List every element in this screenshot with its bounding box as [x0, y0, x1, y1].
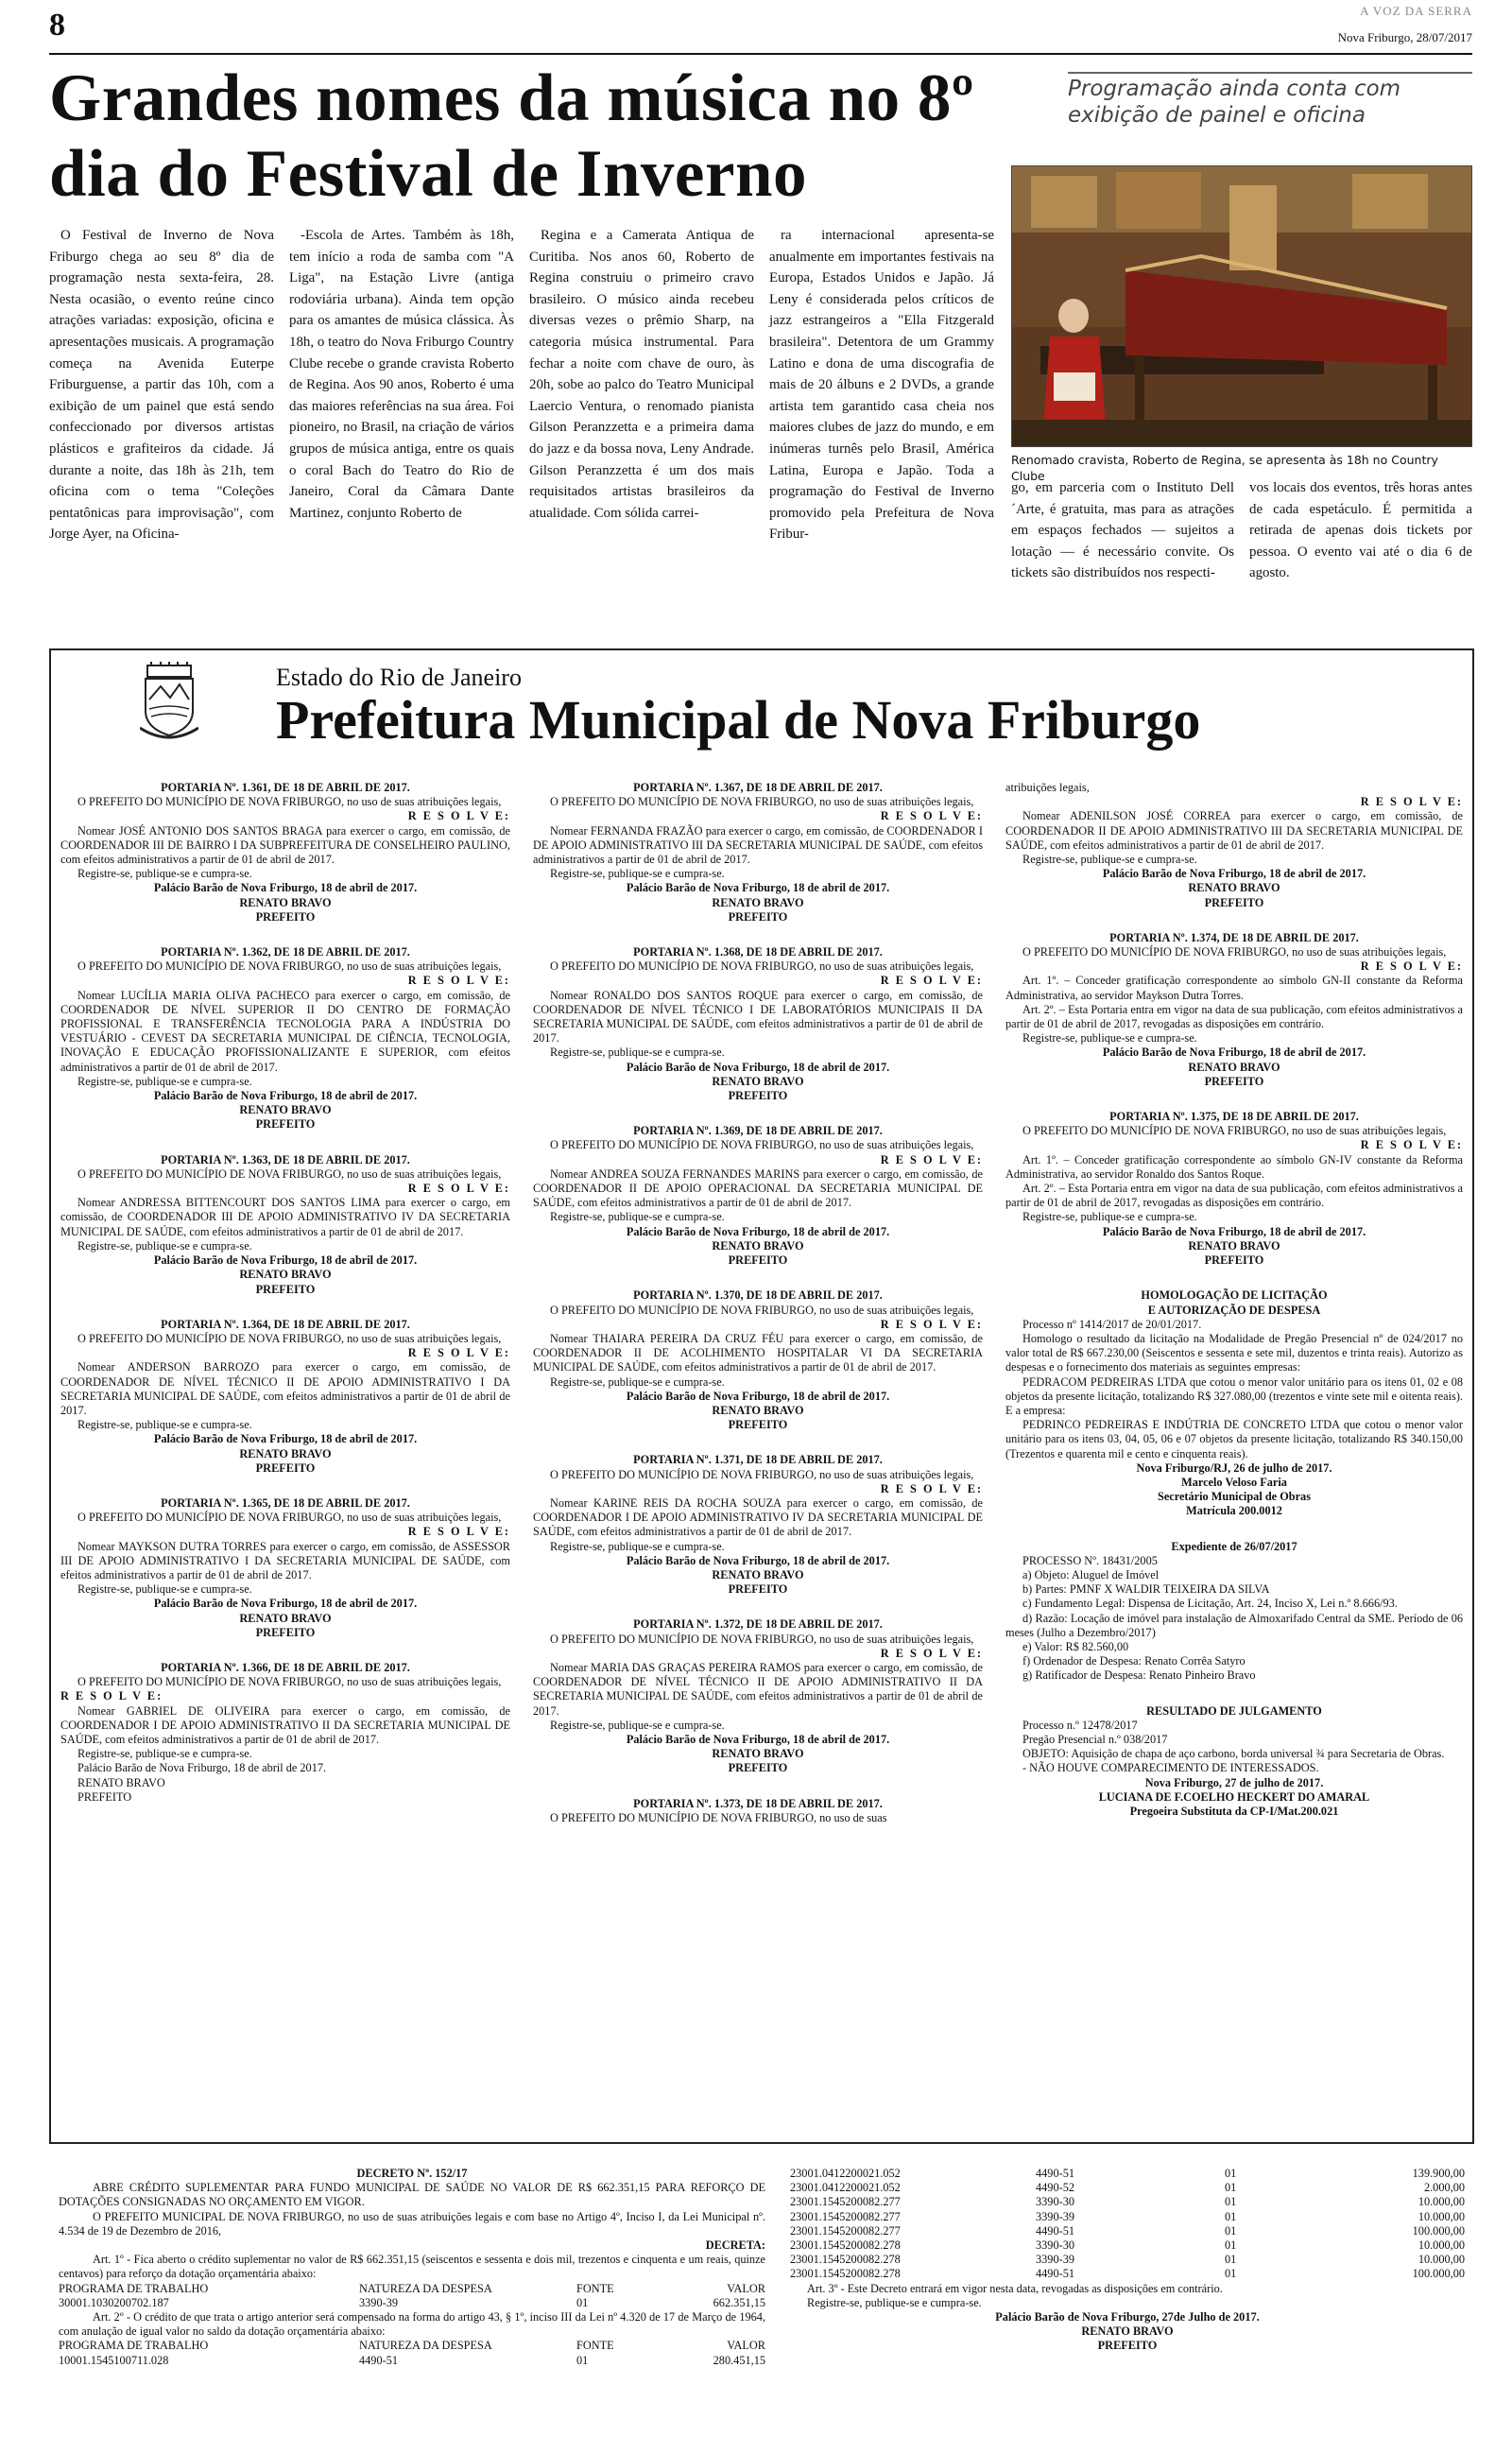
- allocation-cell: 3390-30: [1036, 2238, 1074, 2253]
- ordinance-paragraph: O PREFEITO DO MUNICÍPIO DE NOVA FRIBURGO, no uso de suas atribuições legais,: [550, 1632, 974, 1646]
- allocation-cell: 01: [1225, 2253, 1237, 2267]
- ordinance-paragraph: d) Razão: Locação de imóvel para instalação de Almoxarifado Central da SME. Período de 06 meses (Julho a Dezembro/2017): [1005, 1611, 1463, 1639]
- signature-line: RENATO BRAVO: [239, 1103, 332, 1117]
- allocation-row: [790, 2210, 1465, 2224]
- ordinance-paragraph: O PREFEITO DO MUNICÍPIO DE NOVA FRIBURGO, no uso de suas atribuições legais,: [77, 1511, 502, 1525]
- prefecture-title: Prefeitura Municipal de Nova Friburgo: [276, 689, 1201, 751]
- ordinance-paragraph: Registre-se, publique-se e cumpra-se.: [550, 1210, 725, 1224]
- ordinance-paragraph: Registre-se, publique-se e cumpra-se.: [77, 1582, 252, 1597]
- ordinance-paragraph: O PREFEITO DO MUNICÍPIO DE NOVA FRIBURGO, no uso de suas atribuições legais,: [77, 795, 502, 809]
- budget-header-cell: VALOR: [727, 2281, 765, 2295]
- legal-column-2: [533, 781, 983, 1825]
- ordinance-paragraph: PREFEITO: [77, 1789, 132, 1804]
- ordinance-paragraph: Palácio Barão de Nova Friburgo, 18 de abril de 2017.: [77, 1761, 327, 1775]
- article-column: go, em parceria com o Instituto Dell´Arte, é gratuita, mas para as atrações em espaços fechados — sujeitos a lotação — é necessário convite. Os tickets são distribuídos nos respecti-: [1011, 480, 1234, 581]
- allocation-cell: 4490-51: [1036, 2167, 1074, 2180]
- allocation-cell: 01: [1225, 2195, 1237, 2209]
- section-gap: [1005, 1089, 1463, 1110]
- allocation-cell: 2.000,00: [1423, 2181, 1465, 2195]
- signature-line: Palácio Barão de Nova Friburgo, 18 de abril de 2017.: [153, 1253, 418, 1268]
- article-column: vos locais dos eventos, três horas antes de cada espetáculo. É permitida a retirada de apenas dois tickets por pessoa. O evento vai até o dia 6 de agosto.: [1249, 480, 1472, 581]
- decree-decreta: DECRETA:: [705, 2238, 765, 2253]
- signature-line: Matrícula 200.0012: [1186, 1504, 1282, 1518]
- section-gap: [533, 1268, 983, 1288]
- resolve-label: R E S O L V E:: [880, 974, 983, 988]
- state-name: Estado do Rio de Janeiro: [276, 664, 522, 691]
- ordinance-title: PORTARIA Nº. 1.373, DE 18 DE ABRIL DE 2017.: [633, 1796, 883, 1810]
- decree-signature-place: Palácio Barão de Nova Friburgo, 27de Julho de 2017.: [995, 2310, 1260, 2324]
- ordinance-paragraph: Registre-se, publique-se e cumpra-se.: [550, 1046, 725, 1060]
- ordinance-paragraph: O PREFEITO DO MUNICÍPIO DE NOVA FRIBURGO, no uso de suas atribuições legais,: [1022, 1124, 1447, 1138]
- ordinance-paragraph: Nomear ANDRESSA BITTENCOURT DOS SANTOS LIMA para exercer o cargo, em comissão, de COORDENADOR III DE APOIO ADMINISTRATIVO IV DA SECRETARIA MUNICIPAL DE SAÚDE, com efeitos administrativos a partir de 01 de abril de 2017.: [60, 1196, 510, 1238]
- ordinance-paragraph: Art. 2º. – Esta Portaria entra em vigor na data de sua publicação, com efeitos administrativos a partir de 01 de abril de 2017, revogadas as disposições em contrário.: [1005, 1002, 1463, 1031]
- ordinance-paragraph: Homologo o resultado da licitação na Modalidade de Pregão Presencial nº de 024/2017 no valor total de R$ 667.230,00 (Seiscentos e sessenta e sete mil, duzentos e trinta reais). Autorizo as despesas e o fornecimento dos materiais as seguintes empresas:: [1005, 1331, 1463, 1374]
- signature-line: Palácio Barão de Nova Friburgo, 18 de abril de 2017.: [626, 1224, 890, 1238]
- allocation-row: [790, 2195, 1465, 2209]
- header-rule: [49, 53, 1472, 55]
- allocation-cell: 01: [1225, 2238, 1237, 2253]
- budget-cell: 01: [576, 2353, 589, 2367]
- ordinance-paragraph: Registre-se, publique-se e cumpra-se.: [77, 1747, 252, 1761]
- ordinance-paragraph: Pregão Presencial n.º 038/2017: [1022, 1732, 1168, 1746]
- ordinance-paragraph: Registre-se, publique-se e cumpra-se.: [1022, 1210, 1197, 1224]
- budget-header-cell: NATUREZA DA DESPESA: [359, 2339, 492, 2353]
- budget-cell: 280.451,15: [713, 2353, 765, 2367]
- ordinance-title: PORTARIA Nº. 1.369, DE 18 DE ABRIL DE 2017.: [633, 1124, 883, 1138]
- page-number: 8: [49, 8, 65, 43]
- resolve-label: R E S O L V E:: [407, 974, 510, 988]
- ordinance-paragraph: Art. 1º. – Conceder gratificação correspondente ao símbolo GN-IV constante da Reforma Administrativa, ao servidor Ronaldo dos Santos Roque.: [1005, 1152, 1463, 1181]
- ordinance-title: PORTARIA Nº. 1.364, DE 18 DE ABRIL DE 2017.: [161, 1317, 410, 1331]
- budget-cell: 10001.1545100711.028: [59, 2353, 169, 2367]
- decree-signature-name: RENATO BRAVO: [1081, 2324, 1174, 2339]
- allocation-row: [790, 2267, 1465, 2281]
- allocation-table: [790, 2167, 1465, 2282]
- section-gap: [533, 1103, 983, 1124]
- section-gap: [533, 1597, 983, 1617]
- ordinance-paragraph: O PREFEITO DO MUNICÍPIO DE NOVA FRIBURGO, no uso de suas atribuições legais,: [77, 959, 502, 974]
- ordinance-paragraph: Nomear FERNANDA FRAZÃO para exercer o cargo, em comissão, de COORDENADOR I DE APOIO ADMINISTRATIVO III DA SECRETARIA MUNICIPAL DE SAÚDE, com efeitos administrativos a partir de 01 de abril de 2017.: [533, 823, 983, 867]
- resolve-label: R E S O L V E:: [880, 1152, 983, 1167]
- allocation-cell: 01: [1225, 2167, 1237, 2180]
- budget-cell: 30001.1030200702.187: [59, 2295, 169, 2309]
- allocation-cell: 23001.1545200082.278: [790, 2267, 901, 2281]
- legal-column-3: [1005, 781, 1463, 1819]
- budget-header-row: [59, 2282, 765, 2296]
- allocation-cell: 3390-39: [1036, 2253, 1074, 2267]
- ordinance-paragraph: Registre-se, publique-se e cumpra-se.: [77, 867, 252, 881]
- ordinance-paragraph: c) Fundamento Legal: Dispensa de Licitação, Art. 24, Inciso X, Lei n.º 8.666/93.: [1022, 1597, 1398, 1611]
- ordinance-paragraph: Registre-se, publique-se e cumpra-se.: [77, 1418, 252, 1432]
- section-gap: [1005, 1684, 1463, 1704]
- allocation-row: [790, 2181, 1465, 2195]
- signature-line: PREFEITO: [728, 1582, 788, 1597]
- ordinance-paragraph: RENATO BRAVO: [77, 1775, 165, 1789]
- allocation-cell: 10.000,00: [1418, 2253, 1465, 2267]
- ordinance-paragraph: O PREFEITO DO MUNICÍPIO DE NOVA FRIBURGO, no uso de suas: [550, 1810, 887, 1824]
- article-body-continued: [1011, 477, 1472, 584]
- section-gap: [533, 925, 983, 945]
- allocation-cell: 100.000,00: [1412, 2267, 1465, 2281]
- ordinance-title: PORTARIA Nº. 1.370, DE 18 DE ABRIL DE 2017.: [633, 1288, 883, 1303]
- signature-line: Palácio Barão de Nova Friburgo, 18 de abril de 2017.: [626, 1553, 890, 1567]
- resolve-label: R E S O L V E:: [1360, 795, 1463, 809]
- allocation-cell: 01: [1225, 2267, 1237, 2281]
- decree-section: [59, 2167, 765, 2368]
- ordinance-title: PORTARIA Nº. 1.371, DE 18 DE ABRIL DE 2017.: [633, 1453, 883, 1467]
- allocation-cell: 10.000,00: [1418, 2238, 1465, 2253]
- ordinance-paragraph: O PREFEITO DO MUNICÍPIO DE NOVA FRIBURGO, no uso de suas atribuições legais,: [77, 1167, 502, 1181]
- signature-line: PREFEITO: [1204, 1074, 1264, 1088]
- ordinance-title: PORTARIA Nº. 1.366, DE 18 DE ABRIL DE 2017.: [161, 1660, 410, 1674]
- signature-line: Nova Friburgo, 27 de julho de 2017.: [1144, 1775, 1324, 1789]
- signature-line: Palácio Barão de Nova Friburgo, 18 de abril de 2017.: [1102, 1046, 1366, 1060]
- signature-line: RENATO BRAVO: [712, 895, 804, 909]
- ordinance-paragraph: Registre-se, publique-se e cumpra-se.: [1022, 853, 1197, 867]
- allocation-cell: 23001.1545200082.278: [790, 2253, 901, 2267]
- ordinance-title: PORTARIA Nº. 1.374, DE 18 DE ABRIL DE 2017.: [1109, 930, 1359, 944]
- allocation-cell: 23001.1545200082.277: [790, 2223, 901, 2238]
- signature-line: RENATO BRAVO: [239, 1268, 332, 1282]
- signature-line: PREFEITO: [1204, 1253, 1264, 1268]
- signature-line: PREFEITO: [728, 909, 788, 924]
- legal-column-1: [60, 781, 510, 1805]
- signature-line: Palácio Barão de Nova Friburgo, 18 de abril de 2017.: [153, 1597, 418, 1611]
- signature-line: Palácio Barão de Nova Friburgo, 18 de abril de 2017.: [153, 1432, 418, 1446]
- ordinance-paragraph: f) Ordenador de Despesa: Renato Corrêa Satyro: [1022, 1654, 1246, 1668]
- signature-line: Palácio Barão de Nova Friburgo, 18 de abril de 2017.: [626, 1060, 890, 1074]
- budget-header-cell: PROGRAMA DE TRABALHO: [59, 2339, 209, 2353]
- budget-header-cell: VALOR: [727, 2339, 765, 2353]
- budget-header-cell: NATUREZA DA DESPESA: [359, 2281, 492, 2295]
- allocation-row: [790, 2167, 1465, 2181]
- ordinance-paragraph: Registre-se, publique-se e cumpra-se.: [550, 1539, 725, 1553]
- budget-header-cell: FONTE: [576, 2281, 614, 2295]
- allocation-cell: 4490-52: [1036, 2181, 1074, 2195]
- section-gap: [60, 1132, 510, 1153]
- city-coat-of-arms-icon: [140, 662, 198, 743]
- allocation-cell: 139.900,00: [1412, 2167, 1465, 2180]
- signature-line: RENATO BRAVO: [239, 1611, 332, 1625]
- ordinance-paragraph: Registre-se, publique-se e cumpra-se.: [550, 867, 725, 881]
- ordinance-paragraph: e) Valor: R$ 82.560,00: [1022, 1639, 1129, 1653]
- allocation-cell: 01: [1225, 2181, 1237, 2195]
- ordinance-title: PORTARIA Nº. 1.367, DE 18 DE ABRIL DE 2017.: [633, 781, 883, 794]
- ordinance-paragraph: O PREFEITO DO MUNICÍPIO DE NOVA FRIBURGO, no uso de suas atribuições legais,: [550, 959, 974, 974]
- ordinance-title: E AUTORIZAÇÃO DE DESPESA: [1147, 1303, 1321, 1317]
- allocation-cell: 3390-39: [1036, 2209, 1074, 2223]
- signature-line: RENATO BRAVO: [712, 1567, 804, 1581]
- section-gap: [60, 1297, 510, 1318]
- ordinance-paragraph: PEDRINCO PEDREIRAS E INDÚTRIA DE CONCRETO LTDA que cotou o menor valor unitário para os itens 03, 04, 05, 06 e 07 objetos da presente licitação, totalizando R$ 340.150,00 (Trezentos e quarenta mil e cento e cinquenta reais).: [1005, 1418, 1463, 1460]
- signature-line: Secretário Municipal de Obras: [1157, 1490, 1311, 1504]
- signature-line: Marcelo Veloso Faria: [1181, 1475, 1287, 1489]
- ordinance-paragraph: PROCESSO Nº. 18431/2005: [1022, 1553, 1158, 1567]
- decree-article-1: Art. 1º - Fica aberto o crédito suplementar no valor de R$ 662.351,15 (seiscentos e sessenta e dois mil, trezentos e cinquenta e um reais, quinze centavos) para reforço da dotação orçamentária abaixo:: [59, 2253, 765, 2281]
- resolve-label: R E S O L V E:: [407, 1525, 510, 1539]
- resolve-label: R E S O L V E:: [407, 1346, 510, 1360]
- decree-title: DECRETO Nº. 152/17: [356, 2167, 468, 2180]
- signature-line: Palácio Barão de Nova Friburgo, 18 de abril de 2017.: [153, 881, 418, 895]
- ordinance-paragraph: b) Partes: PMNF X WALDIR TEIXEIRA DA SILVA: [1022, 1582, 1270, 1597]
- article-column: ra internacional apresenta-se anualmente em importantes festivais na Europa, Estados Unidos e Japão. Já Leny é considerada pelos críticos de jazz estrangeiros a "Ella Fitzgerald brasileira". Detentora de um Grammy Latino e dona de uma discografia de mais de 20 álbuns e 2 DVDs, a grande artista tem garantido casa cheia nos maiores clubes de jazz do mundo, e em inúmeras turnês pelo Brasil, América Latina, Europa e Japão. Toda a programação do Festival de Inverno promovido pela Prefeitura de Nova Fribur-: [769, 228, 994, 543]
- resolve-label: R E S O L V E:: [880, 1646, 983, 1660]
- ordinance-paragraph: O PREFEITO DO MUNICÍPIO DE NOVA FRIBURGO, no uso de suas atribuições legais,: [77, 1675, 502, 1689]
- section-gap: [1005, 1519, 1463, 1540]
- signature-line: RENATO BRAVO: [712, 1403, 804, 1417]
- section-gap: [1005, 1268, 1463, 1288]
- budget-row: [59, 2296, 765, 2310]
- ordinance-paragraph: Registre-se, publique-se e cumpra-se.: [1022, 1031, 1197, 1046]
- allocation-cell: 23001.0412200021.052: [790, 2181, 901, 2195]
- signature-line: PREFEITO: [255, 909, 316, 924]
- resolve-label: R E S O L V E:: [60, 1689, 163, 1703]
- allocation-cell: 23001.1545200082.277: [790, 2209, 901, 2223]
- budget-cell: 3390-39: [359, 2295, 398, 2309]
- allocation-cell: 23001.1545200082.278: [790, 2238, 901, 2253]
- signature-line: LUCIANA DE F.COELHO HECKERT DO AMARAL: [1098, 1789, 1370, 1804]
- decree-register: Registre-se, publique-se e cumpra-se.: [807, 2295, 982, 2309]
- ordinance-paragraph: Nomear RONALDO DOS SANTOS ROQUE para exercer o cargo, em comissão, de COORDENADOR DE NÍVEL TÉCNICO I DE LABORATÓRIOS MUNICIPAIS II DA SECRETARIA MUNICIPAL DE SAÚDE, com efeitos administrativos a partir de 01 de abril de 2017.: [533, 988, 983, 1046]
- decree-continuation: [790, 2167, 1465, 2354]
- ordinance-title: PORTARIA Nº. 1.375, DE 18 DE ABRIL DE 2017.: [1109, 1110, 1359, 1124]
- allocation-cell: 01: [1225, 2223, 1237, 2238]
- budget-cell: 662.351,15: [713, 2295, 765, 2309]
- ordinance-paragraph: OBJETO: Aquisição de chapa de aço carbono, borda universal ¾ para Secretaria de Obras.: [1022, 1747, 1445, 1761]
- budget-header-row: [59, 2339, 765, 2353]
- signature-line: PREFEITO: [255, 1117, 316, 1132]
- resolve-label: R E S O L V E:: [1360, 1138, 1463, 1152]
- signature-line: RENATO BRAVO: [1188, 1238, 1280, 1253]
- section-gap: [60, 1640, 510, 1661]
- ordinance-paragraph: Nomear ANDERSON BARROZO para exercer o cargo, em comissão, de COORDENADOR DE NÍVEL TÉCNICO II DE APOIO ADMINISTRATIVO I DA SECRETARIA MUNICIPAL DE SAÚDE, com efeitos administrativos a partir de 01 de abril de 2017.: [60, 1360, 510, 1417]
- ordinance-title: HOMOLOGAÇÃO DE LICITAÇÃO: [1141, 1288, 1328, 1303]
- ordinance-paragraph: O PREFEITO DO MUNICÍPIO DE NOVA FRIBURGO, no uso de suas atribuições legais,: [550, 1467, 974, 1481]
- section-gap: [60, 925, 510, 945]
- signature-line: PREFEITO: [728, 1253, 788, 1268]
- decree-article-2: Art. 2º - O crédito de que trata o artigo anterior será compensado na forma do artigo 43, § 1º, inciso III da Lei nº 4.320 de 17 de Março de 1964, com anulação de igual valor no saldo da dotação orçamentária abaixo:: [59, 2310, 765, 2339]
- signature-line: PREFEITO: [255, 1625, 316, 1639]
- resolve-label: R E S O L V E:: [407, 809, 510, 823]
- ordinance-paragraph: Nomear THAIARA PEREIRA DA CRUZ FÉU para exercer o cargo, em comissão, de COORDENADOR II DE ACOLHIMENTO HOSPITALAR VI DA SECRETARIA MUNICIPAL DE SAÚDE, com efeitos administrativos a partir de 01 de abril de 2017.: [533, 1331, 983, 1374]
- ordinance-title: PORTARIA Nº. 1.362, DE 18 DE ABRIL DE 2017.: [161, 945, 410, 959]
- ordinance-paragraph: a) Objeto: Aluguel de Imóvel: [1022, 1567, 1160, 1581]
- ordinance-paragraph: PEDRACOM PEDREIRAS LTDA que cotou o menor valor unitário para os itens 01, 02 e 08 objetos da presente licitação, totalizando R$ 327.080,00 (trezentos e vinte sete mil e oitenta reais). E a empresa:: [1005, 1374, 1463, 1417]
- signature-line: RENATO BRAVO: [239, 895, 332, 909]
- section-gap: [533, 1432, 983, 1453]
- allocation-cell: 23001.1545200082.277: [790, 2195, 901, 2209]
- article-subhead: Programação ainda conta com exibição de painel e oficina: [1068, 72, 1472, 129]
- signature-line: Palácio Barão de Nova Friburgo, 18 de abril de 2017.: [153, 1089, 418, 1103]
- ordinance-paragraph: Nomear GABRIEL DE OLIVEIRA para exercer o cargo, em comissão, de COORDENADOR I DE APOIO ADMINISTRATIVO II DA SECRETARIA MUNICIPAL DE SAÚDE, com efeitos administrativos a partir de 01 de abril de 2017.: [60, 1703, 510, 1746]
- ordinance-paragraph: O PREFEITO DO MUNICÍPIO DE NOVA FRIBURGO, no uso de suas atribuições legais,: [550, 1303, 974, 1317]
- section-gap: [533, 1776, 983, 1797]
- ordinance-paragraph: O PREFEITO DO MUNICÍPIO DE NOVA FRIBURGO, no uso de suas atribuições legais,: [1022, 945, 1447, 959]
- allocation-cell: 01: [1225, 2209, 1237, 2223]
- allocation-cell: 23001.0412200021.052: [790, 2167, 901, 2180]
- signature-line: RESULTADO DE JULGAMENTO: [1146, 1703, 1322, 1718]
- ordinance-paragraph: O PREFEITO DO MUNICÍPIO DE NOVA FRIBURGO, no uso de suas atribuições legais,: [550, 795, 974, 809]
- ordinance-paragraph: Registre-se, publique-se e cumpra-se.: [77, 1238, 252, 1253]
- budget-cell: 01: [576, 2295, 589, 2309]
- article-column: Regina e a Camerata Antiqua de Curitiba. Nos anos 60, Roberto de Regina construiu o primeiro cravo brasileiro. O músico ainda recebeu diversas vezes o prêmio Sharp, na categoria música instrumental. Para fechar a noite com chave de ouro, às 20h, sobe ao palco do Teatro Municipal Laercio Ventura, o renomado pianista Gilson Peranzzetta e a primeira dama do jazz e da bossa nova, Leny Andrade. Gilson Peranzzetta é um dos mais requisitados artistas brasileiros da atualidade. Com sólida carrei-: [529, 228, 754, 521]
- signature-line: Expediente de 26/07/2017: [1171, 1539, 1297, 1553]
- ordinance-title: PORTARIA Nº. 1.365, DE 18 DE ABRIL DE 2017.: [161, 1495, 410, 1510]
- article-body: [49, 225, 994, 545]
- signature-line: RENATO BRAVO: [1188, 1060, 1280, 1074]
- signature-line: RENATO BRAVO: [1188, 881, 1280, 895]
- ordinance-title: PORTARIA Nº. 1.372, DE 18 DE ABRIL DE 2017.: [633, 1617, 883, 1632]
- signature-line: PREFEITO: [1204, 895, 1264, 909]
- ordinance-title: PORTARIA Nº. 1.368, DE 18 DE ABRIL DE 2017.: [633, 945, 883, 959]
- signature-line: PREFEITO: [255, 1282, 316, 1296]
- photo-caption: Renomado cravista, Roberto de Regina, se apresenta às 18h no Country Clube: [1011, 453, 1438, 483]
- allocation-cell: 10.000,00: [1418, 2209, 1465, 2223]
- ordinance-paragraph: Nomear LUCÍLIA MARIA OLIVA PACHECO para exercer o cargo, em comissão, de COORDENADOR DE NÍVEL SUPERIOR II DO CENTRO DE FORMAÇÃO PROFISSIONAL E TRANSFERÊNCIA TECNOLOGIA PARA A INDÚSTRIA DO VESTUÁRIO - CEVEST DA SECRETARIA MUNICIPAL DE CIÊNCIA, TECNOLOGIA, INOVAÇÃO E EDUCAÇÃO PROFISSIONALIZANTE E SUPERIOR, com efeitos administrativos a partir de 01 de abril de 2017.: [60, 988, 510, 1074]
- allocation-cell: 4490-51: [1036, 2223, 1074, 2238]
- ordinance-paragraph: Nomear MAYKSON DUTRA TORRES para exercer o cargo, em comissão, de ASSESSOR III DE APOIO ADMINISTRATIVO I DA SECRETARIA MUNICIPAL DE SAÚDE, com efeitos administrativos a partir de 01 de abril de 2017.: [60, 1539, 510, 1581]
- harpsichord-performer-image: [1012, 166, 1472, 447]
- decree-preamble: O PREFEITO MUNICIPAL DE NOVA FRIBURGO, no uso de suas atribuições legais e com base no Artigo 4º, Inciso I, da Lei Municipal nº. 4.534 de 19 de Dezembro de 2016,: [59, 2209, 765, 2238]
- ordinance-paragraph: g) Ratificador de Despesa: Renato Pinheiro Bravo: [1022, 1668, 1256, 1683]
- signature-line: RENATO BRAVO: [239, 1446, 332, 1460]
- signature-line: PREFEITO: [728, 1761, 788, 1775]
- article-column: -Escola de Artes. Também às 18h, tem início a roda de samba com "A Liga", na Estação Livre (antiga rodoviária urbana). Ainda tem opção para os amantes de música clássica. Às 18h, o teatro do Nova Friburgo Country Clube recebe o grande cravista Roberto de Regina. Aos 90 anos, Roberto é uma das maiores referências na sua área. Foi pioneiro, no Brasil, na criação de vários grupos de música antiga, entre os quais o coral Bach do Teatro do Rio de Janeiro, Coral da Câmara Dante Martinez, conjunto Roberto de: [289, 228, 514, 521]
- ordinance-title: PORTARIA Nº. 1.361, DE 18 DE ABRIL DE 2017.: [161, 781, 410, 794]
- ordinance-paragraph: Processo n.º 12478/2017: [1022, 1718, 1138, 1732]
- allocation-row: [790, 2238, 1465, 2253]
- resolve-label: R E S O L V E:: [880, 1317, 983, 1331]
- signature-line: PREFEITO: [728, 1089, 788, 1103]
- signature-line: Palácio Barão de Nova Friburgo, 18 de abril de 2017.: [626, 1732, 890, 1746]
- allocation-cell: 4490-51: [1036, 2267, 1074, 2281]
- ordinance-paragraph: Nomear KARINE REIS DA ROCHA SOUZA para exercer o cargo, em comissão, de COORDENADOR I DE APOIO ADMINISTRATIVO IV DA SECRETARIA MUNICIPAL DE SAÚDE, com efeitos administrativos a partir de 01 de abril de 2017.: [533, 1495, 983, 1539]
- ordinance-paragraph: atribuições legais,: [1005, 781, 1090, 794]
- ordinance-paragraph: Registre-se, publique-se e cumpra-se.: [550, 1374, 725, 1389]
- signature-line: RENATO BRAVO: [712, 1238, 804, 1253]
- section-gap: [1005, 910, 1463, 931]
- ordinance-paragraph: Nomear ADENILSON JOSÉ CORREA para exercer o cargo, em comissão, de COORDENADOR II DE APOIO ADMINISTRATIVO III DA SECRETARIA MUNICIPAL DE SAÚDE, com efeitos administrativos a partir de 01 de abril de 2017.: [1005, 809, 1463, 852]
- ordinance-paragraph: O PREFEITO DO MUNICÍPIO DE NOVA FRIBURGO, no uso de suas atribuições legais,: [550, 1138, 974, 1152]
- ordinance-paragraph: Nomear JOSÉ ANTONIO DOS SANTOS BRAGA para exercer o cargo, em comissão, de COORDENADOR III DE BAIRRO I DA SUBPREFEITURA DE CONSELHEIRO PAULINO, com efeitos administrativos a partir de 01 de abril de 2017.: [60, 823, 510, 867]
- allocation-row: [790, 2224, 1465, 2238]
- budget-cell: 4490-51: [359, 2353, 398, 2367]
- article-column: O Festival de Inverno de Nova Friburgo chega ao seu 8º dia de programação nesta sexta-feira, 28. Nesta ocasião, o evento reúne cinco atrações variadas: exposição, oficina e apresentações musicais. A programação começa na Avenida Euterpe Friburguense, a partir das 10h, com a exibição de um painel que está sendo confeccionado por diversos artistas plásticos e grafiteiros da cidade. Já durante a noite, das 18h às 21h, tem oficina com o tema "Coleções pentatônicas para improvisação", com Jorge Ayer, na Oficina-: [49, 228, 274, 543]
- ordinance-paragraph: O PREFEITO DO MUNICÍPIO DE NOVA FRIBURGO, no uso de suas atribuições legais,: [77, 1331, 502, 1345]
- signature-line: RENATO BRAVO: [712, 1747, 804, 1761]
- ordinance-paragraph: Nomear MARIA DAS GRAÇAS PEREIRA RAMOS para exercer o cargo, em comissão, de COORDENADOR DE NÍVEL TÉCNICO II DE APOIO ADMINISTRATIVO II DA SECRETARIA MUNICIPAL DE SAÚDE, com efeitos administrativos a partir de 01 de abril de 2017.: [533, 1660, 983, 1718]
- edition-date: Nova Friburgo, 28/07/2017: [1337, 30, 1472, 44]
- allocation-cell: 100.000,00: [1412, 2223, 1465, 2238]
- signature-line: Palácio Barão de Nova Friburgo, 18 de abril de 2017.: [1102, 1224, 1366, 1238]
- resolve-label: R E S O L V E:: [407, 1182, 510, 1196]
- resolve-label: R E S O L V E:: [880, 1481, 983, 1495]
- budget-header-cell: PROGRAMA DE TRABALHO: [59, 2281, 209, 2295]
- ordinance-paragraph: Processo nº 1414/2017 de 20/01/2017.: [1022, 1317, 1202, 1331]
- resolve-label: R E S O L V E:: [1360, 959, 1463, 974]
- ordinance-paragraph: Registre-se, publique-se e cumpra-se.: [77, 1074, 252, 1088]
- resolve-label: R E S O L V E:: [880, 809, 983, 823]
- article-photo: [1011, 165, 1472, 447]
- signature-line: Palácio Barão de Nova Friburgo, 18 de abril de 2017.: [626, 1389, 890, 1403]
- signature-line: Palácio Barão de Nova Friburgo, 18 de abril de 2017.: [626, 881, 890, 895]
- ordinance-paragraph: Nomear ANDREA SOUZA FERNANDES MARINS para exercer o cargo, em comissão, de COORDENADOR II DE APOIO OPERACIONAL DA SECRETARIA MUNICIPAL DE SAÚDE, com efeitos administrativos a partir de 01 de abril de 2017.: [533, 1167, 983, 1210]
- ordinance-paragraph: Art. 2º. – Esta Portaria entra em vigor na data de sua publicação, com efeitos administrativos a partir de 01 de abril de 2017, revogadas as disposições em contrário.: [1005, 1182, 1463, 1210]
- allocation-row: [790, 2253, 1465, 2267]
- budget-row: [59, 2354, 765, 2368]
- section-gap: [60, 1476, 510, 1496]
- decree-signature-title: PREFEITO: [1097, 2339, 1158, 2353]
- budget-header-cell: FONTE: [576, 2339, 614, 2353]
- signature-line: RENATO BRAVO: [712, 1074, 804, 1088]
- allocation-cell: 3390-30: [1036, 2195, 1074, 2209]
- signature-line: Palácio Barão de Nova Friburgo, 18 de abril de 2017.: [1102, 867, 1366, 881]
- decree-article-3: Art. 3º - Este Decreto entrará em vigor nesta data, revogadas as disposições em contrário.: [807, 2281, 1223, 2295]
- ordinance-paragraph: - NÃO HOUVE COMPARECIMENTO DE INTERESSADOS.: [1022, 1761, 1319, 1775]
- signature-line: Nova Friburgo/RJ, 26 de julho de 2017.: [1136, 1460, 1332, 1475]
- allocation-cell: 10.000,00: [1418, 2195, 1465, 2209]
- newspaper-brand: A VOZ DA SERRA: [1360, 4, 1472, 18]
- article-headline: Grandes nomes da música no 8º dia do Festival de Inverno: [49, 61, 974, 211]
- ordinance-paragraph: Art. 1º. – Conceder gratificação correspondente ao símbolo GN-II constante da Reforma Administrativa, ao servidor Maykson Dutra Torres.: [1005, 974, 1463, 1002]
- signature-line: PREFEITO: [728, 1418, 788, 1432]
- decree-summary: ABRE CRÉDITO SUPLEMENTAR PARA FUNDO MUNICIPAL DE SAÚDE NO VALOR DE R$ 662.351,15 PARA REFORÇO DE DOTAÇÕES CONSIGNADAS NO ORÇAMENTO EM VIGOR.: [59, 2181, 765, 2209]
- ordinance-title: PORTARIA Nº. 1.363, DE 18 DE ABRIL DE 2017.: [161, 1152, 410, 1167]
- signature-line: Pregoeira Substituta da CP-I/Mat.200.021: [1129, 1805, 1339, 1818]
- signature-line: PREFEITO: [255, 1460, 316, 1475]
- ordinance-paragraph: Registre-se, publique-se e cumpra-se.: [550, 1718, 725, 1732]
